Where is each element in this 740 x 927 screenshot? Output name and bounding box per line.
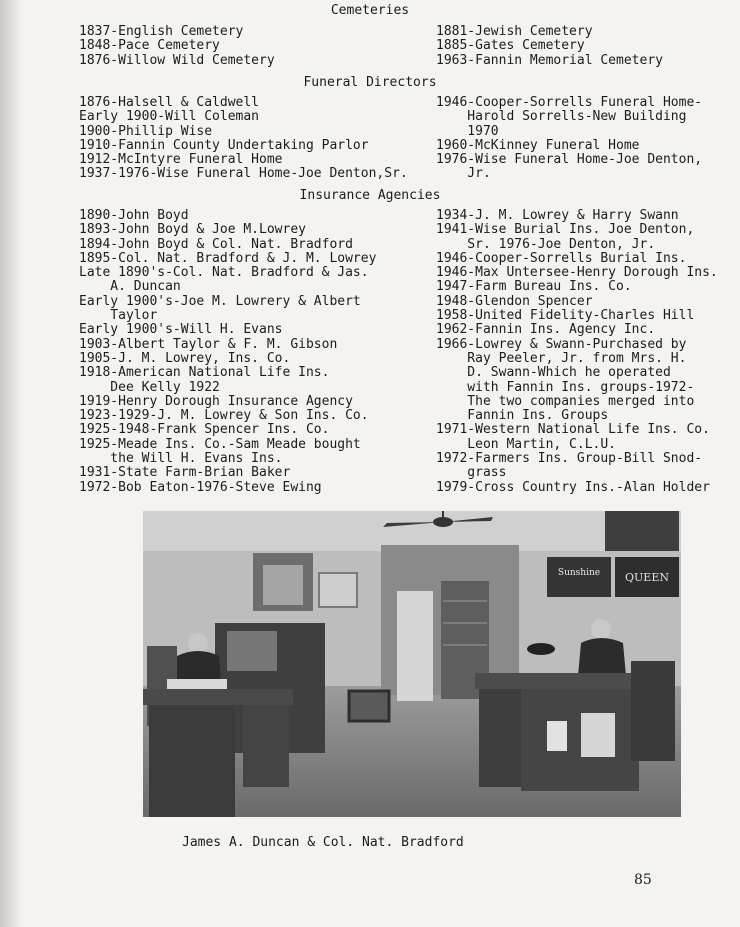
entry-line: Ray Peeler, Jr. from Mrs. H. xyxy=(436,350,687,366)
cemeteries-right-column xyxy=(436,25,663,68)
entry-line: 1958-United Fidelity-Charles Hill xyxy=(436,308,695,324)
entry-line: 1976-Wise Funeral Home-Joe Denton, xyxy=(436,152,703,168)
entry-line: Leon Martin, C.L.U. xyxy=(436,436,617,452)
page-number: 85 xyxy=(634,872,652,888)
entry-line: Late 1890's-Col. Nat. Bradford & Jas. xyxy=(79,265,369,281)
entry-line: 1972-Farmers Ins. Group-Bill Snod- xyxy=(436,451,703,467)
entry-line: 1894-John Boyd & Col. Nat. Bradford xyxy=(79,236,353,252)
entry-line: A. Duncan xyxy=(79,279,181,295)
sign-sunshine: Sunshine xyxy=(557,568,601,578)
sign-queen: QUEEN xyxy=(625,571,669,584)
funeral-left-column xyxy=(79,96,408,182)
entry-line: 1971-Western National Life Ins. Co. xyxy=(436,422,710,438)
heading-insurance-agencies: Insurance Agencies xyxy=(299,188,441,203)
photo-caption: James A. Duncan & Col. Nat. Bradford xyxy=(182,835,464,850)
entry-line: 1970 xyxy=(436,123,499,139)
funeral-right-column xyxy=(436,96,702,182)
entry-line: 1905-J. M. Lowrey, Ins. Co. xyxy=(79,350,291,366)
entry-line: 1947-Farm Bureau Ins. Co. xyxy=(436,279,632,295)
entry-line: 1972-Bob Eaton-1976-Steve Ewing xyxy=(79,479,322,495)
entry-line: 1837-English Cemetery xyxy=(79,24,244,39)
entry-line: 1910-Fannin County Undertaking Parlor xyxy=(79,137,369,153)
entry-line: 1912-McIntyre Funeral Home xyxy=(79,152,283,168)
entry-line: 1900-Phillip Wise xyxy=(79,123,213,139)
entry-line: 1881-Jewish Cemetery xyxy=(436,24,593,39)
entry-line: 1946-Cooper-Sorrells Funeral Home- xyxy=(436,95,703,110)
office-photograph xyxy=(143,511,681,817)
entry-line: 1893-John Boyd & Joe M.Lowrey xyxy=(79,222,306,238)
entry-line: Dee Kelly 1922 xyxy=(79,379,220,395)
entry-line: 1963-Fannin Memorial Cemetery xyxy=(436,52,663,68)
entry-line: the Will H. Evans Ins. xyxy=(79,451,283,467)
heading-cemeteries: Cemeteries xyxy=(330,3,410,18)
entry-line: 1885-Gates Cemetery xyxy=(436,38,585,54)
insurance-right-column xyxy=(436,209,718,495)
entry-line: 1876-Halsell & Caldwell xyxy=(79,95,260,110)
entry-line: 1848-Pace Cemetery xyxy=(79,38,220,54)
page-edge-shadow xyxy=(0,0,22,927)
entry-line: 1937-1976-Wise Funeral Home-Joe Denton,Sr. xyxy=(79,166,408,182)
entry-line: 1903-Albert Taylor & F. M. Gibson xyxy=(79,336,338,352)
entry-line: 1876-Willow Wild Cemetery xyxy=(79,52,275,68)
entry-line: 1979-Cross Country Ins.-Alan Holder xyxy=(436,479,710,495)
entry-line: 1925-1948-Frank Spencer Ins. Co. xyxy=(79,422,330,438)
entry-line: Early 1900-Will Coleman xyxy=(79,109,260,125)
cemeteries-left-column xyxy=(79,25,275,68)
insurance-left-column xyxy=(79,209,376,495)
entry-line: The two companies merged into xyxy=(436,393,695,409)
entry-line: 1948-Glendon Spencer xyxy=(436,293,593,309)
entry-line: 1925-Meade Ins. Co.-Sam Meade bought xyxy=(79,436,361,452)
heading-funeral-directors: Funeral Directors xyxy=(303,75,437,90)
entry-line: Jr. xyxy=(436,166,491,182)
entry-line: Sr. 1976-Joe Denton, Jr. xyxy=(436,236,656,252)
entry-line: 1890-John Boyd xyxy=(79,208,189,223)
entry-line: 1966-Lowrey & Swann-Purchased by xyxy=(436,336,687,352)
entry-line: with Fannin Ins. groups-1972- xyxy=(436,379,695,395)
entry-line: grass xyxy=(436,465,507,481)
entry-line: 1934-J. M. Lowrey & Harry Swann xyxy=(436,208,679,223)
entry-line: 1918-American National Life Ins. xyxy=(79,365,330,381)
entry-line: 1946-Cooper-Sorrells Burial Ins. xyxy=(436,250,687,266)
entry-line: D. Swann-Which he operated xyxy=(436,365,671,381)
entry-line: Early 1900's-Will H. Evans xyxy=(79,322,283,338)
entry-line: 1941-Wise Burial Ins. Joe Denton, xyxy=(436,222,695,238)
entry-line: 1895-Col. Nat. Bradford & J. M. Lowrey xyxy=(79,250,377,266)
entry-line: Early 1900's-Joe M. Lowrery & Albert xyxy=(79,293,361,309)
entry-line: 1931-State Farm-Brian Baker xyxy=(79,465,291,481)
entry-line: 1919-Henry Dorough Insurance Agency xyxy=(79,393,353,409)
entry-line: 1960-McKinney Funeral Home xyxy=(436,137,640,153)
entry-line: Taylor xyxy=(79,308,158,324)
entry-line: 1946-Max Untersee-Henry Dorough Ins. xyxy=(436,265,718,281)
entry-line: Fannin Ins. Groups xyxy=(436,408,609,424)
entry-line: 1923-1929-J. M. Lowrey & Son Ins. Co. xyxy=(79,408,369,424)
entry-line: 1962-Fannin Ins. Agency Inc. xyxy=(436,322,656,338)
entry-line: Harold Sorrells-New Building xyxy=(436,109,687,125)
